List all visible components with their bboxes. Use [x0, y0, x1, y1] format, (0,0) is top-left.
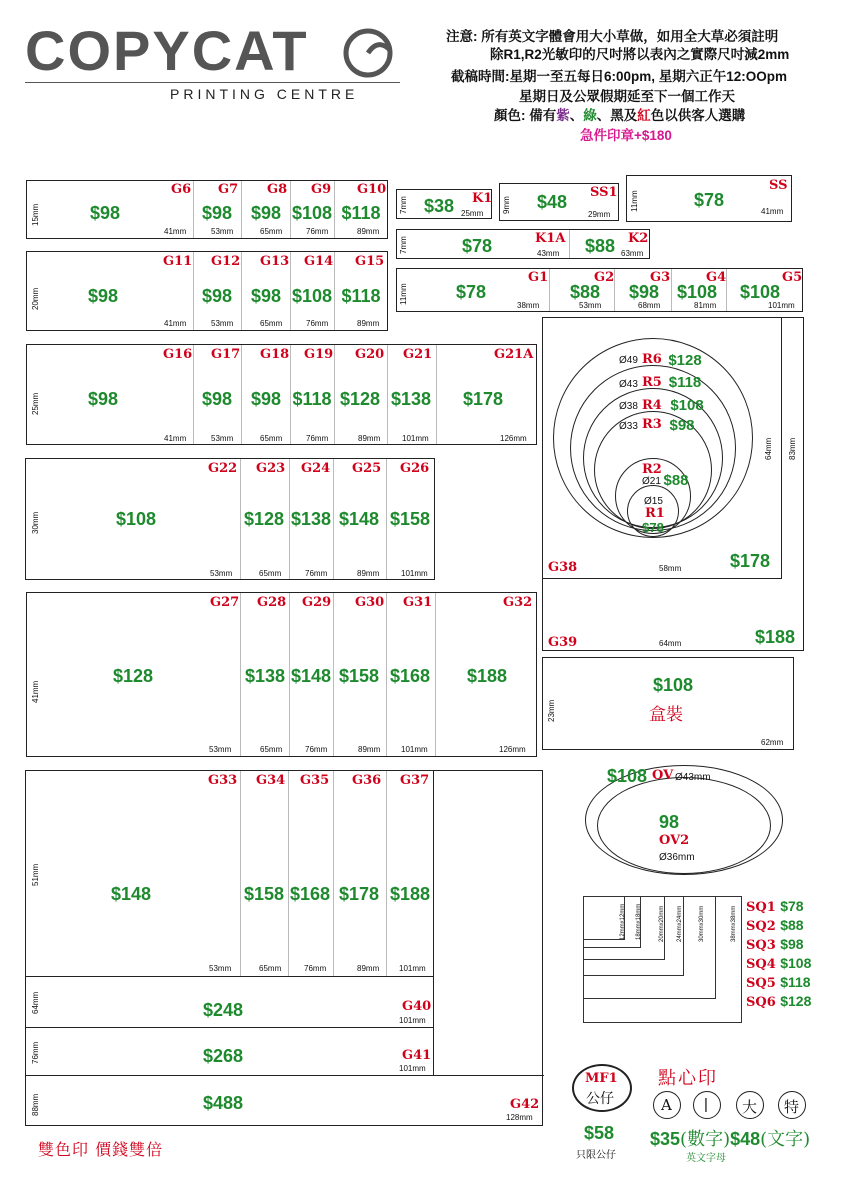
- note-line-4: 星期日及公眾假期延至下一個工作天: [519, 89, 735, 104]
- stamp-ss: 11mm SS $78 41mm: [626, 175, 792, 222]
- row-11mm-g1: 11mm G1 G2 G3 G4 G5 $78 $88 $98 $108 $108 38mm 53mm 68mm 81mm 101mm: [396, 268, 803, 312]
- double-colour-note: 雙色印 價錢雙倍: [38, 1140, 164, 1159]
- urgent-note: 急件印章+$180: [580, 128, 672, 143]
- round-stamps-panel: Ø49 R6 $128 Ø43 R5 $118 Ø38 R4 $108 Ø33 R3 $98 R2 Ø21 $88 Ø15 R1 $78 64mm 83mm G38 58mm $178 G39 64mm $188: [542, 317, 804, 651]
- note-line-5: 顏色: 備有紫、綠、黑及紅色以供客人選購: [494, 108, 746, 123]
- note-line-2: 除R1,R2光敏印的尺吋將以表內之實際尺吋減2mm: [490, 47, 790, 62]
- row-25mm: 25mm G16 G17 G18 G19 G20 G21 G21A $98 $98 $98 $118 $128 $138 $178 41mm 53mm 65mm 76mm 89mm 101mm 126mm: [26, 344, 537, 445]
- brand-name: COPYCAT: [25, 19, 309, 82]
- row-41mm: 41mm G27 G28 G29 G30 G31 G32 $128 $138 $148 $158 $168 $188 53mm 65mm 76mm 89mm 101mm 126mm: [26, 592, 537, 757]
- brand-logo: [25, 19, 405, 102]
- row-51mm-group: 51mm G33 G34 G35 G36 G37 $148 $158 $168 $178 $188 53mm 65mm 76mm 89mm 101mm 64mm $248 G40 101mm 76mm $268 G41 101mm 88mm $488 G42 128mm: [25, 770, 543, 1126]
- square-price-list: SQ1 $78 SQ2 $88 SQ3 $98 SQ4 $108 SQ5 $118 SQ6 $128: [746, 898, 812, 1010]
- stamp-ss1: 9mm SS1 $48 29mm: [499, 183, 619, 221]
- note-line-3: 截稿時間:星期一至五每日6:00pm, 星期六正午12:OOpm: [451, 69, 788, 84]
- stamp-k1: 7mm K1 $38 25mm: [396, 189, 492, 219]
- note-line-1: 注意: 所有英文字體會用大小草做，如用全大草必須註明: [446, 29, 779, 44]
- brand-subtitle: PRINTING CENTRE: [170, 86, 359, 102]
- logo-swirl-icon: [343, 28, 393, 78]
- boxed-stamp: 23mm $108 盒裝 62mm: [542, 657, 794, 750]
- mf1-stamp: MF1 公仔 $58 只限公仔: [568, 1064, 638, 1164]
- oval-stamps: $108 OV Ø43mm 98 OV2 Ø36mm: [585, 765, 785, 877]
- square-stamps: 12mmx12mm 18mmx18mm 20mmx20mm 24mmx24mm 30mmx30mm 38mmx38mm: [583, 896, 743, 1024]
- row-20mm: 20mm G11 G12 G13 G14 G15 $98 $98 $98 $108 $118 41mm 53mm 65mm 76mm 89mm: [26, 251, 388, 331]
- row-15mm: 15mm G6 G7 G8 G9 G10 $98 $98 $98 $108 $118 41mm 53mm 65mm 76mm 89mm: [26, 180, 388, 239]
- stamp-k1a-k2: 7mm K1A $78 43mm K2 $88 63mm: [396, 229, 650, 259]
- row-30mm: 30mm G22 G23 G24 G25 G26 $108 $128 $138 $148 $158 53mm 65mm 76mm 89mm 101mm: [25, 458, 435, 580]
- dimsum-stamps: 點心印 A | 大 特 $35(數字)$48(文字) 英文字母: [650, 1068, 811, 1164]
- brand-underline: [25, 82, 400, 83]
